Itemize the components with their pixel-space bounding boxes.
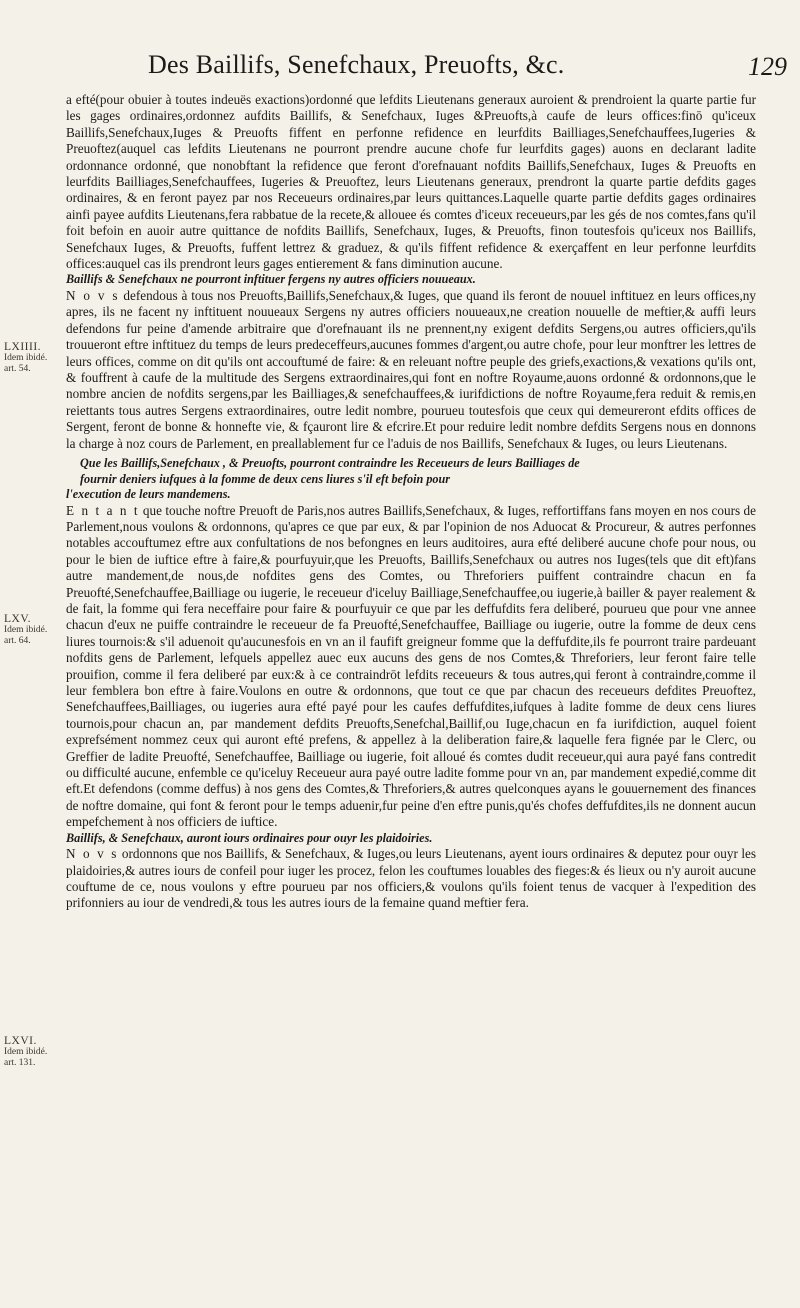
margin-note-art: art. 64. xyxy=(4,636,31,646)
paragraph-4 xyxy=(66,846,756,912)
paragraph-4-text: ordonnons que nos Baillifs, & Senefchaux, & Iuges,ou leurs Lieutenans, ayent iours ordinaires & deputez pour ouyr les plaidoiries,& autres iours de confeil pour iuger les procez, felon les couftumes louables des fieges:& és lieux ou n'y auroit aucune couftume de ce, nous voulons y eftre pourueu par nos officiers,& voulons qu'ils foient tenus de vacquer à l'expedition des prifonniers au iour de vendredi,& tous les autres iours de la femaine quand meftier fera. xyxy=(66,846,757,911)
running-title: Des Baillifs, Senefchaux, Preuofts, &c. xyxy=(148,50,565,79)
heading-plaidoiries: Baillifs, & Senefchaux, auront iours ordinaires pour ouyr les plaidoiries. xyxy=(66,830,433,845)
margin-note-66 xyxy=(4,1036,64,1069)
margin-note-number: LXVI. xyxy=(4,1035,37,1047)
margin-note-art: art. 131. xyxy=(4,1058,36,1068)
margin-note-ref: Idem ibidé. xyxy=(4,353,48,363)
paragraph-3-text: que touche noftre Preuoft de Paris,nos autres Baillifs,Senefchaux, & Iuges, reffortiffans fans moyen en nos cours de Parlement,nous voulons & ordonnons, qu'apres ce que par eux, & par l'opinion de nos Aduocat & Procureur, & autres perfonnes notables accouftumez eftre aux confultations de nos befongnes en leurs auditoires, aura efté deliberé aucune chofe pour nous, ou pour le bien de iuftice eftre à faire,& pourfuyuir,que les Preuofts, Baillifs,Senefchaux ou autres nos Iuges(tels que dit eft)fans autre mandement,de nous,de nofdites gens des Comtes, ou Threforiers puiffent contraindre chacun en fa Preuofté,Senefchauffee,Bailliage ou iugerie, le receueur d'iceluy Bailliage,Senefchauffee,ou iugerie,à bailler & payer realement & de fait, la fomme qui fera neceffaire pour faire & pourfuyuir ce que par les deffufdits fera deliberé, pourueu que pour vne annee chacun d'eux ne puiffe contraindre le receueur de fa Preuofté,Senefchauffee, Bailliage ou iugerie, outre la fomme de deux cens liures tournois:& s'il aduenoit qu'aucunesfois en vn an il faufift greigneur fomme que la deffufdite,ils fe pourront traire pardeuant nofdits gens de Parlement, lefquels appellez auec eux aucuns des gens de nos Comtes,& Threforiers, leur feront faire telle prouifion, comme il fera deliberé par eux:& à ce contraindrōt lefdits receueurs & tous autres,qui feront à contraindre,comme il leur femblera bon eftre à faire.Voulons en outre & ordonnons, que tout ce que par chacun des receueurs defdites Preuoftez, Senefchauffees,Bailliages, ou iugeries aura efté payé pour les caufes deffufdites,iufques à ladite fomme de deux cens liures tournois,pour chacun an, par mandement defdits Preuofts,Senefchal,Baillif,ou Iuge,chacun en fa iurifdiction, auquel foient exprefsément nommez ceux qui auront efté prefens, & appellez à la deliberation faire,& laquelle fera fignée par le Clerc, ou Greffier de ladite Preuofté, Senefchauffee, Bailliage ou iugerie, foit alloué és comtes dudit receueur,qui aura payé fans contredit ou difficulté aucune, enfemble ce qu'iceluy Receueur aura payé outre ladite fomme pour vn an, par mandement expedié,comme dit eft.Et defendons (comme deffus) à nos gens des Comtes,& Threforiers,& autres quelconques ayans le gouuernement des finances de noftre domaine, qui font & feront pour le temps aduenir,fur peine d'en eftre punis,qu'és chofes deffufdites,ils ne donnent aucun empefchement à nos officiers de iuftice. xyxy=(66,502,756,830)
margin-note-art: art. 54. xyxy=(4,364,31,374)
running-head xyxy=(0,50,800,84)
margin-note-ref: Idem ibidé. xyxy=(4,625,48,635)
body-text xyxy=(66,92,756,912)
heading-receueurs-line1: Que les Baillifs,Senefchaux , & Preuofts, pourront contraindre les Receueurs de leurs Bailliages de xyxy=(80,456,580,471)
margin-note-ref: Idem ibidé. xyxy=(4,1047,48,1057)
paragraph-1: a efté(pour obuier à toutes indeuës exactions)ordonné que lefdits Lieutenans generaux auroient & prendroient la quarte partie fur les gages ordinaires,ordonnez aufdits Baillifs, & Senefchaux, Iuges &Preuofts,à caufe de leurs offices:finō qu'iceux Baillifs,Senefchaux,Iuges & Preuofts fiffent en perfonne refidence en leurfdits Bailliages,Senefchauffees,Iugeries & Preuoftez(auquel cas lefdits Lieutenans ne pourront prendre aucune chofe fur leurfdits gages) auons en declarant ladite ordonnance ordonné, que nonobftant la refidence que feront d'orefnauant nofdits Baillifs,Senefchaux, Iuges & Preuofts en leurfdits Bailliages,Senefchauffees, Iugeries & Preuoftez, leurs Lieutenans generaux, prendront la quarte partie defdits gages ordinaires, & en feront payez par nos Receueurs ordinaires,par leurs quittances.Laquelle quarte partie defdits gages ordinaires ainfi payee aufdits Lieutenans,fera rabbatue de la recete,& allouee és comtes d'iceux receueurs,par les gés de nos comtes,fans qu'il foit befoin en auoir autre quittance de nofdits Baillifs, Senefchaux, Iuges, & Preuofts, finon toutesfois qu'iceux nos Baillifs, Senefchaux Iuges, & Preuofts, fuffent lettrez & graduez, & qu'ils fiffent refidence & exerçaffent en leur perfonne leurfdits offices:auquel cas ils prendront leurs gages entierement & fans diminution aucune. xyxy=(66,92,756,272)
drop-lead-nous: N o v s xyxy=(66,287,120,303)
margin-note-number: LXV. xyxy=(4,613,32,625)
paragraph-3 xyxy=(66,503,756,831)
heading-sergens: Baillifs & Senefchaux ne pourront inftituer fergens ny autres officiers nouueaux. xyxy=(66,272,476,287)
paragraph-2-text: defendous à tous nos Preuofts,Baillifs,Senefchaux,& Iuges, que quand ils feront de nouuel inftituez en leurs offices,ny apres, ils ne facent ny inftituent nouueaux Sergens ny autres officiers nouueaux,ne creation nouuelle de meftier,& auffi leurs defendons fur peine d'amende arbitraire que d'orefnauant ils ne prennent,ny exigent defdits Sergens,ou autres officiers,qu'ils trouueront eftre inftituez du temps de leurs predeceffeurs,aucunes fommes d'argent,ou autre chofe, pour leur monftrer les lettres de leurs offices, comme on dit qu'ils ont accouftumé de faire: & en releuant noftre peuple des griefs,exactions,& vexations qu'ils ont, & fouffrent à caufe de la multitude des Sergens extraordinaires,qui font en noftre Royaume,auons ordonné & ordonnons,que le nombre ancien de nofdits sergens,par les Bailliages,& senefchauffees,& iurifdictions de noftre Royaume,fera reduit & remis,en reiettants tous autres Sergens extraordinaires, outre ledit nombre, pourueu toutesfois que ceux qui demeureront efdits offices de Sergent, feront de bonne & honnefte vie, & fçauront lire & efcrire.Et pour reduire ledit nombre defdits Sergens nous en donnons la charge à noz cours de Parlement, en preallablement fur ce l'aduis de nos Baillifs, Senefchaux & Iuges, ou leurs Lieutenans. xyxy=(66,287,756,451)
margin-note-65 xyxy=(4,614,64,647)
paragraph-2 xyxy=(66,288,756,452)
drop-lead-nous-2: N o v s xyxy=(66,846,119,862)
heading-receueurs-line3: l'execution de leurs mandemens. xyxy=(66,487,231,502)
margin-note-64 xyxy=(4,342,64,375)
page-number: 129 xyxy=(748,52,787,81)
heading-receueurs-line2: fournir deniers iufques à la fomme de deux cens liures s'il eft befoin pour xyxy=(80,471,451,486)
margin-note-number: LXIIII. xyxy=(4,341,42,353)
drop-lead-entant: E n t a n t xyxy=(66,502,140,518)
